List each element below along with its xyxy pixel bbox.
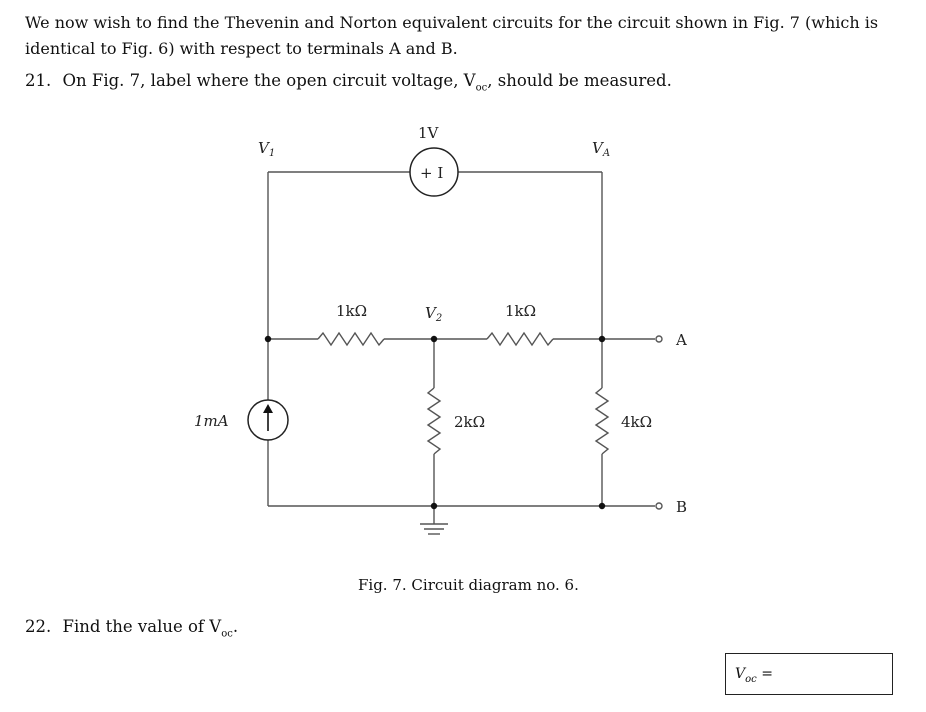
- terminal-b-label: B: [676, 498, 688, 516]
- junction-v2: [431, 336, 437, 342]
- resistor-1k-right-label: 1kΩ: [505, 302, 537, 320]
- question-21-sub: oc: [475, 82, 488, 94]
- question-22-number: 22.: [25, 617, 52, 636]
- question-21-text-end: , should be measured.: [487, 71, 672, 90]
- resistor-2k: [428, 388, 440, 454]
- junction-bottom-right: [599, 503, 605, 509]
- current-source-label: 1mA: [194, 412, 229, 430]
- node-va-label: $V_A$: [592, 139, 611, 159]
- question-21-text: On Fig. 7, label where the open circuit voltage, V: [62, 71, 476, 90]
- figure-caption: Fig. 7. Circuit diagram no. 6.: [358, 576, 579, 594]
- question-22-sub: oc: [221, 628, 233, 640]
- current-arrow-head-icon: [263, 404, 273, 413]
- resistor-1k-right: [487, 333, 553, 345]
- question-22: [25, 617, 238, 639]
- junction-va: [599, 336, 605, 342]
- voltage-source-polarity: + I: [420, 164, 444, 182]
- resistor-4k: [596, 388, 608, 454]
- answer-label: $V_{oc}$ =: [735, 666, 773, 685]
- answer-box[interactable]: [725, 653, 893, 695]
- intro-paragraph: We now wish to find the Thevenin and Norton equivalent circuits for the circuit shown in Fig. 7 (which is identical to Fig. 6) with respect to terminals A and B.: [25, 13, 879, 58]
- node-v2-label: $V_2$: [425, 304, 443, 324]
- terminal-b-node: [656, 503, 662, 509]
- question-22-text-end: .: [232, 617, 239, 636]
- resistor-1k-left: [318, 333, 384, 345]
- terminal-a-label: A: [676, 331, 687, 349]
- node-v1-label: $V_1$: [258, 139, 276, 159]
- question-22-text: Find the value of V: [62, 617, 222, 636]
- voltage-source-label: 1V: [418, 124, 439, 142]
- resistor-1k-left-label: 1kΩ: [336, 302, 368, 320]
- resistor-2k-label: 2kΩ: [454, 413, 486, 431]
- question-21-number: 21.: [25, 71, 52, 90]
- resistor-4k-label: 4kΩ: [621, 413, 653, 431]
- terminal-a-node: [656, 336, 662, 342]
- junction-bottom-mid: [431, 503, 437, 509]
- junction-v1: [265, 336, 271, 342]
